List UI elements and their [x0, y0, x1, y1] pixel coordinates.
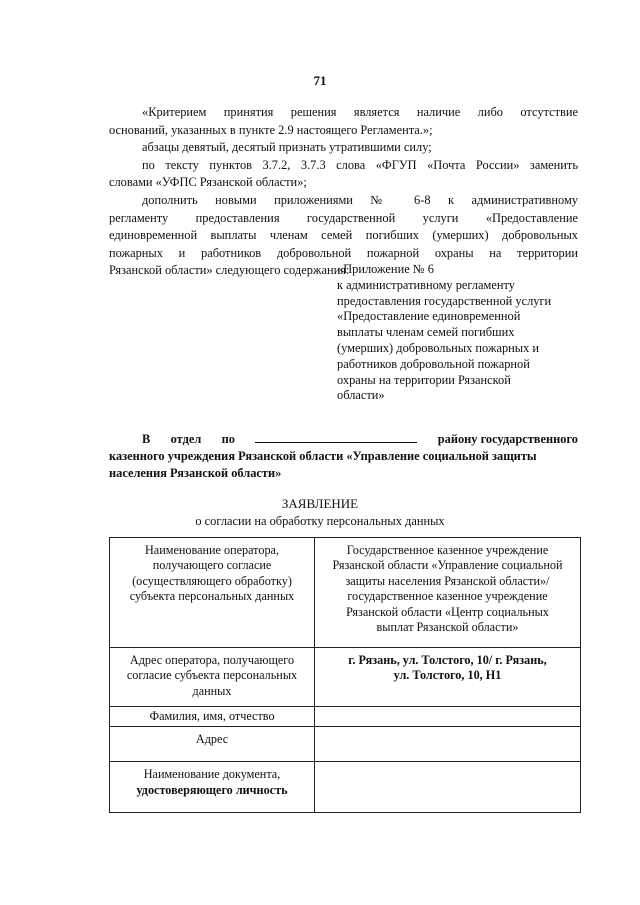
row-value-full-name[interactable]: [315, 707, 581, 727]
appendix-line: предоставления государственной услуги: [337, 293, 552, 308]
appendix-line: «Приложение № 6: [337, 262, 434, 276]
recipient-block: [109, 431, 578, 483]
paragraph-append-cont: пожарных и работников добровольной пожарной охраны на территории: [109, 245, 578, 260]
row-value-operator: Государственное казенное учреждение Рязанской области «Управление социальной защиты населения Рязанской области»/ государственное казенное учреждение Рязанской области «Центр социальных выплат Рязанской области»: [315, 538, 581, 648]
paragraph-append-cont: регламенту предоставления государственной услуги «Предоставление: [109, 210, 578, 225]
paragraph-criterion: «Критерием принятия решения является наличие либо отсутствие: [142, 105, 578, 119]
row-label-full-name: Фамилия, имя, отчество: [110, 707, 315, 727]
paragraph-replace: по тексту пунктов 3.7.2, 3.7.3 слова «ФГУП «Почта России» заменить: [142, 157, 578, 172]
paragraph-criterion-cont: оснований, указанных в пункте 2.9 настоящего Регламента.»;: [109, 122, 433, 137]
table-row: [110, 648, 581, 707]
row-label-id-document: Наименование документа, удостоверяющего личность: [110, 762, 315, 813]
recipient-word-otdel: отдел: [170, 432, 202, 446]
table-row: [110, 538, 581, 648]
form-title: ЗАЯВЛЕНИЕ: [281, 496, 359, 511]
row-label-operator-address: Адрес оператора, получающего согласие субъекта персональных данных: [110, 648, 315, 707]
amendment-text: [109, 104, 578, 280]
row-label-address: Адрес: [110, 727, 315, 762]
appendix-line: работников добровольной пожарной: [337, 356, 530, 371]
paragraph-replace-cont: словами «УФПС Рязанской области»;: [109, 175, 307, 190]
appendix-line: охраны на территории Рязанской: [337, 372, 511, 387]
appendix-line: области»: [337, 388, 385, 403]
paragraph-repeal: абзацы девятый, десятый признать утратившими силу;: [142, 140, 432, 155]
recipient-word-po: по: [221, 432, 236, 446]
recipient-line-2: казенного учреждения Рязанской области «Управление социальной защиты: [109, 449, 537, 464]
paragraph-append-cont: единовременной выплаты членам семей погибших (умерших) добровольных: [109, 228, 578, 243]
table-row: [110, 762, 581, 813]
district-blank-field[interactable]: [255, 431, 417, 443]
consent-table: [109, 537, 581, 813]
appendix-line: (умерших) добровольных пожарных и: [337, 340, 540, 355]
table-row: [110, 707, 581, 727]
recipient-word-v: В: [142, 432, 151, 446]
row-label-operator: Наименование оператора, получающего согласие (осуществляющего обработку) субъекта персональных данных: [110, 538, 315, 648]
recipient-after-blank: району государственного: [437, 432, 578, 446]
recipient-first-line: [109, 431, 578, 448]
form-subtitle: о согласии на обработку персональных данных: [195, 514, 445, 528]
table-row: [110, 727, 581, 762]
appendix-line: к административному регламенту: [337, 277, 515, 292]
page-number: 71: [313, 73, 327, 88]
appendix-line: выплаты членам семей погибших: [337, 325, 515, 340]
row-value-address[interactable]: [315, 727, 581, 762]
row-value-operator-address: г. Рязань, ул. Толстого, 10/ г. Рязань, ул. Толстого, 10, Н1: [315, 648, 581, 707]
recipient-line-3: населения Рязанской области»: [109, 466, 282, 481]
appendix-line: «Предоставление единовременной: [337, 309, 521, 324]
row-value-id-document[interactable]: [315, 762, 581, 813]
paragraph-append-cont: Рязанской области» следующего содержания:: [109, 263, 350, 278]
paragraph-append: дополнить новыми приложениями № 6-8 к административному: [142, 192, 578, 207]
appendix-header: [337, 262, 577, 404]
